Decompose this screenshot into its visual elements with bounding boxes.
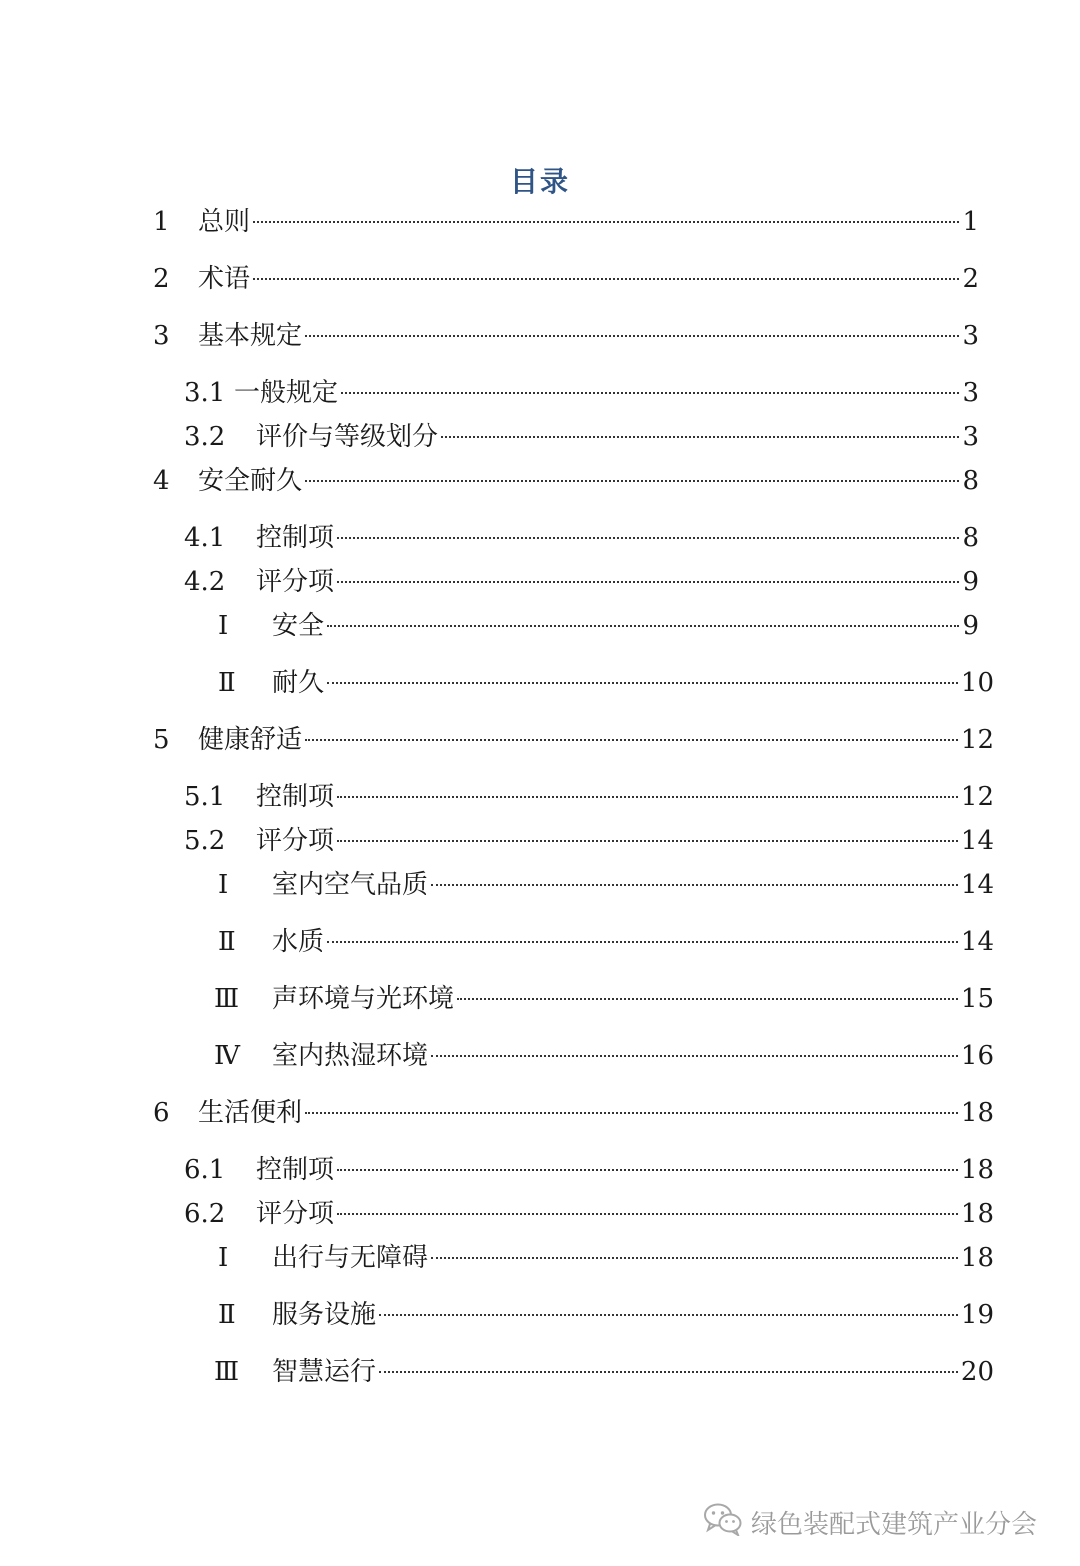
- toc-entry[interactable]: [153, 204, 979, 240]
- toc-entry-page: 2: [962, 264, 979, 294]
- toc-entry-page: 14: [960, 870, 994, 900]
- toc-entry-page: 14: [960, 826, 994, 856]
- toc-dot-leader: [457, 998, 958, 1000]
- toc-dot-leader: [379, 1371, 958, 1373]
- toc-dot-leader: [431, 1055, 958, 1057]
- toc-entry-page: 9: [962, 611, 979, 641]
- toc-entry-number: Ⅲ: [214, 1357, 240, 1387]
- toc-dot-leader: [441, 436, 959, 438]
- toc-dot-leader: [327, 682, 958, 684]
- toc-entry[interactable]: [184, 520, 979, 556]
- toc-dot-leader: [337, 796, 958, 798]
- toc-entry-number: Ⅲ: [214, 984, 240, 1014]
- toc-entry[interactable]: [214, 981, 994, 1017]
- toc-entry[interactable]: [184, 1196, 994, 1232]
- toc-entry[interactable]: [153, 318, 979, 354]
- toc-dot-leader: [379, 1314, 958, 1316]
- toc-entry[interactable]: [184, 564, 979, 600]
- toc-entry-page: 9: [962, 567, 979, 597]
- toc-entry-label: 控制项: [256, 782, 335, 812]
- watermark: [703, 1502, 1037, 1543]
- toc-dot-leader: [431, 884, 958, 886]
- toc-entry-page: 3: [962, 422, 979, 452]
- toc-entry-number: Ⅱ: [218, 927, 236, 957]
- toc-dot-leader: [327, 941, 958, 943]
- toc-entry[interactable]: [153, 1095, 994, 1131]
- toc-entry-label: 评分项: [256, 826, 335, 856]
- toc-entry[interactable]: [218, 867, 994, 903]
- toc-entry-number: 4.1: [184, 523, 226, 553]
- toc-entry-label: 室内空气品质: [272, 870, 429, 900]
- toc-entry-number: 3.1: [184, 378, 226, 408]
- toc-entry-page: 3: [962, 321, 979, 351]
- toc-dot-leader: [337, 1213, 958, 1215]
- toc-entry[interactable]: [214, 1354, 994, 1390]
- toc-entry-number: Ⅰ: [218, 870, 229, 900]
- toc-dot-leader: [337, 1169, 958, 1171]
- toc-entry-number: 2: [153, 264, 170, 294]
- toc-entry-label: 服务设施: [272, 1300, 377, 1330]
- toc-entry-number: Ⅱ: [218, 668, 236, 698]
- toc-entry-number: 3: [153, 321, 170, 351]
- watermark-text: 绿色装配式建筑产业分会: [751, 1510, 1038, 1540]
- toc-entry-number: Ⅰ: [218, 1243, 229, 1273]
- toc-entry-label: 室内热湿环境: [272, 1041, 429, 1071]
- wechat-icon: [703, 1502, 751, 1543]
- toc-dot-leader: [337, 537, 959, 539]
- toc-entry[interactable]: [153, 261, 979, 297]
- toc-entry-page: 8: [962, 466, 979, 496]
- toc-entry-page: 16: [960, 1041, 994, 1071]
- toc-entry-number: Ⅰ: [218, 611, 229, 641]
- toc-entry-label: 声环境与光环境: [272, 984, 455, 1014]
- toc-entry-label: 控制项: [256, 1155, 335, 1185]
- toc-entry[interactable]: [218, 608, 979, 644]
- toc-entry-label: 生活便利: [198, 1098, 303, 1128]
- toc-entry[interactable]: [153, 463, 979, 499]
- toc-entry-label: 安全: [272, 611, 325, 641]
- toc-entry-label: 评分项: [256, 1199, 335, 1229]
- toc-entry-number: 6.1: [184, 1155, 226, 1185]
- toc-entry-label: 水质: [272, 927, 325, 957]
- toc-entry[interactable]: [218, 924, 994, 960]
- toc-entry[interactable]: [153, 722, 994, 758]
- toc-entry[interactable]: [184, 1152, 994, 1188]
- toc-entry-number: 6.2: [184, 1199, 226, 1229]
- toc-entry-page: 14: [960, 927, 994, 957]
- toc-dot-leader: [253, 221, 959, 223]
- toc-entry-number: 5.2: [184, 826, 226, 856]
- toc-entry[interactable]: [184, 419, 979, 455]
- toc-dot-leader: [305, 480, 959, 482]
- toc-dot-leader: [337, 840, 958, 842]
- toc-entry-label: 基本规定: [198, 321, 303, 351]
- toc-entry-number: 5: [153, 725, 170, 755]
- toc-entry[interactable]: [218, 1240, 994, 1276]
- toc-entry-label: 评价与等级划分: [256, 422, 439, 452]
- toc-dot-leader: [253, 278, 959, 280]
- toc-dot-leader: [327, 625, 959, 627]
- toc-entry-number: Ⅳ: [214, 1041, 240, 1071]
- toc-entry-page: 19: [960, 1300, 994, 1330]
- toc-dot-leader: [305, 739, 958, 741]
- toc-entry-label: 总则: [198, 207, 251, 237]
- toc-entry-page: 3: [962, 378, 979, 408]
- toc-entry-number: Ⅱ: [218, 1300, 236, 1330]
- toc-dot-leader: [337, 581, 959, 583]
- toc-entry-number: 4: [153, 466, 170, 496]
- toc-entry-page: 18: [960, 1155, 994, 1185]
- toc-entry-page: 12: [960, 782, 994, 812]
- toc-entry[interactable]: [184, 823, 994, 859]
- toc-entry-page: 20: [960, 1357, 994, 1387]
- toc-entry-number: 3.2: [184, 422, 226, 452]
- toc-dot-leader: [431, 1257, 958, 1259]
- toc-title: 目录: [509, 165, 570, 198]
- toc-entry-label: 评分项: [256, 567, 335, 597]
- toc-entry-label: 智慧运行: [272, 1357, 377, 1387]
- toc-entry-label: 健康舒适: [198, 725, 303, 755]
- toc-entry[interactable]: [218, 1297, 994, 1333]
- toc-entry-label: 一般规定: [234, 378, 339, 408]
- toc-dot-leader: [305, 335, 959, 337]
- toc-entry-page: 18: [960, 1098, 994, 1128]
- toc-dot-leader: [305, 1112, 958, 1114]
- toc-entry-label: 出行与无障碍: [272, 1243, 429, 1273]
- toc-entry-page: 10: [960, 668, 994, 698]
- toc-entry-page: 15: [960, 984, 994, 1014]
- toc-entry-number: 6: [153, 1098, 170, 1128]
- toc-entry-label: 耐久: [272, 668, 325, 698]
- toc-entry-page: 12: [960, 725, 994, 755]
- toc-entry[interactable]: [218, 665, 994, 701]
- toc-entry-label: 控制项: [256, 523, 335, 553]
- toc-entry-label: 术语: [198, 264, 251, 294]
- toc-entry[interactable]: [184, 375, 979, 411]
- toc-entry-page: 18: [960, 1199, 994, 1229]
- toc-entry[interactable]: [184, 779, 994, 815]
- toc-entry-page: 18: [960, 1243, 994, 1273]
- toc-entry-number: 5.1: [184, 782, 226, 812]
- toc-entry-number: 4.2: [184, 567, 226, 597]
- toc-entry-page: 8: [962, 523, 979, 553]
- toc-entry[interactable]: [214, 1038, 994, 1074]
- toc-entry-number: 1: [153, 207, 170, 237]
- toc-entry-page: 1: [962, 207, 979, 237]
- toc-entry-label: 安全耐久: [198, 466, 303, 496]
- toc-dot-leader: [341, 392, 959, 394]
